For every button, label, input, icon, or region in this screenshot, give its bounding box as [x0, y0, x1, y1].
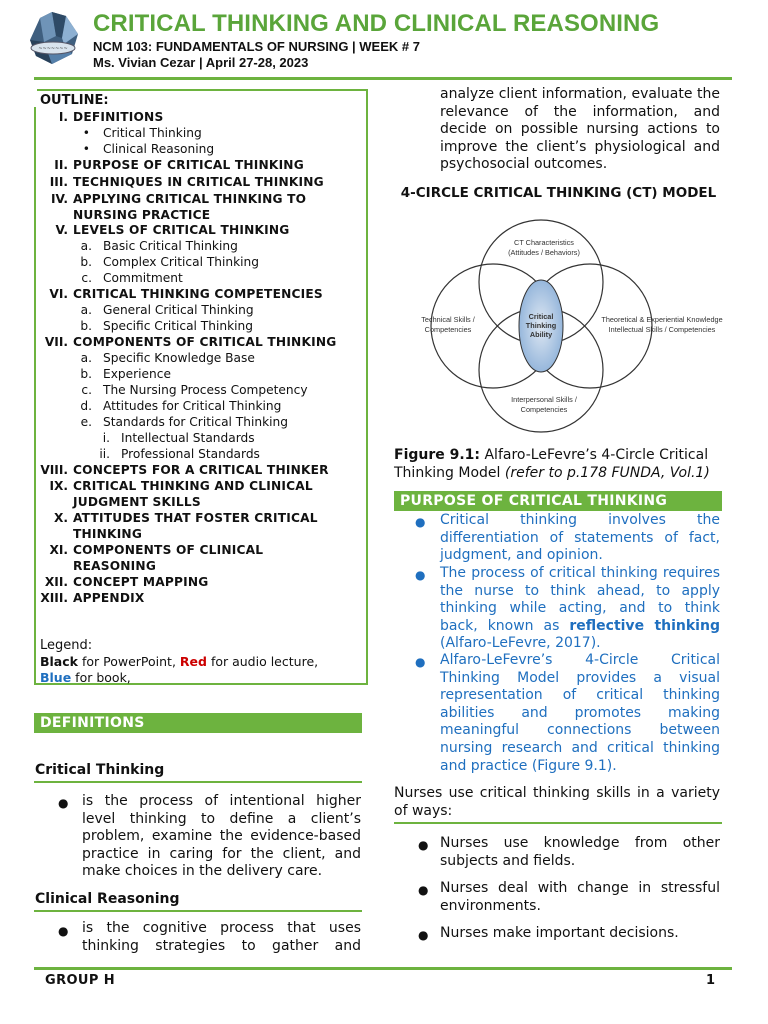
outline-item-number: VII.: [44, 335, 68, 349]
reflective-thinking: reflective thinking: [569, 617, 720, 634]
outline-item-label: ATTITUDES THAT FOSTER CRITICAL: [73, 511, 318, 525]
outline-item-number: IX.: [49, 479, 68, 493]
outline-item-label: CRITICAL THINKING AND CLINICAL: [73, 479, 313, 493]
venn-left-line1: Technical Skills /: [421, 315, 475, 324]
outline-item-label: TECHNIQUES IN CRITICAL THINKING: [73, 175, 324, 189]
ways-bullet-2: ●: [418, 883, 429, 897]
purpose-item-2-pre: The process of critical thinking requires the nurse to think ahead, to apply thinking while acting, and to think back, known as: [440, 565, 720, 634]
venn-center-line3: Ability: [529, 330, 553, 339]
outline-item-number: ii.: [99, 447, 110, 461]
outline-item-label: COMPONENTS OF CLINICAL: [73, 543, 264, 557]
figure-caption: [394, 447, 722, 482]
outline-item-label: Basic Critical Thinking: [103, 239, 238, 253]
legend-blue-rest: for book,: [71, 670, 131, 685]
ways-intro: Nurses use critical thinking skills in a variety of ways:: [394, 785, 720, 819]
ways-bullet-3: ●: [418, 928, 429, 942]
outline-item-label: DEFINITIONS: [73, 110, 164, 124]
outline-item-number: XI.: [49, 543, 68, 557]
outline-item-number: •: [82, 142, 90, 156]
outline-item-label: Clinical Reasoning: [103, 142, 215, 156]
cr-heading-rule: [34, 910, 362, 912]
outline-item-number: IV.: [50, 192, 68, 206]
outline-item-number: c.: [81, 271, 92, 285]
outline-item-number: e.: [80, 415, 92, 429]
outline-item-label: CONCEPT MAPPING: [73, 575, 209, 589]
outline-item-number: i.: [102, 431, 110, 445]
outline-item-label: Specific Critical Thinking: [103, 319, 253, 333]
outline-item-label: CONCEPTS FOR A CRITICAL THINKER: [73, 463, 329, 477]
critical-thinking-heading: Critical Thinking: [35, 762, 165, 778]
purpose-item-1: Critical thinking involves the differentiation of statements of fact, judgment, and opinion.: [440, 512, 720, 564]
outline-item-number: XIII.: [40, 591, 68, 605]
venn-top-line1: CT Characteristics: [514, 238, 574, 247]
page-number: 1: [706, 973, 716, 988]
caption-text: Alfaro-LeFevre’s 4-Circle Critical Thinking Model: [394, 447, 709, 481]
outline-item-number: c.: [81, 383, 92, 397]
ct-bullet: ●: [58, 796, 69, 810]
purpose-bullet-1: ●: [415, 515, 426, 529]
legend-text: [40, 654, 360, 686]
venn-top-line2: (Attitudes / Behaviors): [508, 248, 580, 257]
outline-item-label: JUDGMENT SKILLS: [73, 495, 201, 509]
venn-bottom-line1: Interpersonal Skills /: [511, 395, 577, 404]
outline-item-number: a.: [80, 303, 92, 317]
ways-rule: [394, 822, 722, 824]
outline-item-label: PURPOSE OF CRITICAL THINKING: [73, 158, 304, 172]
caption-ref: (refer to p.178 FUNDA, Vol.1): [504, 464, 710, 481]
outline-item-number: b.: [80, 255, 92, 269]
outline-item-number: b.: [80, 319, 92, 333]
outline-item-number: a.: [80, 239, 92, 253]
purpose-item-2: [440, 565, 720, 653]
purpose-bar: PURPOSE OF CRITICAL THINKING: [394, 491, 722, 511]
venn-right-line2: Intellectual Skills / Competencies: [608, 325, 716, 334]
outline-item-label: Commitment: [103, 271, 183, 285]
outline-item-number: b.: [80, 367, 92, 381]
clinical-reasoning-continued: analyze client information, evaluate the relevance of the information, and decide on possible nursing actions to improve the client’s physiological and psychosocial outcomes.: [440, 86, 720, 173]
definitions-bar: DEFINITIONS: [34, 713, 362, 733]
svg-text:~~~~~~~: ~~~~~~~: [38, 46, 68, 52]
legend-black-rest: for PowerPoint,: [77, 654, 180, 669]
ways-item-1: Nurses use knowledge from other subjects and fields.: [440, 835, 720, 869]
course-subtitle: NCM 103: FUNDAMENTALS OF NURSING | WEEK # 7: [93, 39, 420, 54]
purpose-bullet-3: ●: [415, 655, 426, 669]
figure-title: 4-CIRCLE CRITICAL THINKING (CT) MODEL: [400, 185, 717, 201]
outline-item-number: VIII.: [40, 463, 68, 477]
footer-divider: [34, 967, 732, 970]
ways-item-2: Nurses deal with change in stressful environments.: [440, 880, 720, 914]
caption-label: Figure 9.1:: [394, 447, 481, 463]
legend-blue: Blue: [40, 670, 72, 685]
venn-center-line1: Critical: [528, 312, 554, 321]
outline-item-label: THINKING: [73, 527, 143, 541]
outline-item-label: Experience: [103, 367, 171, 381]
legend-label: Legend:: [40, 638, 93, 653]
legend-red: Red: [179, 654, 207, 669]
purpose-item-2-post: (Alfaro-LeFevre, 2017).: [440, 635, 601, 652]
outline-item-label: LEVELS OF CRITICAL THINKING: [73, 223, 290, 237]
ct-heading-rule: [34, 781, 362, 783]
outline-item-label: Critical Thinking: [103, 126, 202, 140]
ways-item-3: Nurses make important decisions.: [440, 925, 679, 941]
purpose-item-3: Alfaro-LeFevre’s 4-Circle Critical Thinking Model provides a visual representation of critical thinking abilities and promotes making meaningful connections between nursing research and critical thinking and practice (Figure 9.1).: [440, 652, 720, 774]
outline-item-label: Standards for Critical Thinking: [103, 415, 288, 429]
header-divider: [34, 77, 732, 80]
page-title: CRITICAL THINKING AND CLINICAL REASONING: [93, 10, 660, 37]
venn-right-line1: Theoretical & Experiential Knowledge: [601, 315, 723, 324]
purpose-bullet-2: ●: [415, 568, 426, 582]
cr-bullet: ●: [58, 924, 69, 938]
outline-item-number: d.: [80, 399, 92, 413]
outline-item-label: APPLYING CRITICAL THINKING TO: [73, 192, 307, 206]
outline-item-number: •: [82, 126, 90, 140]
outline-item-number: X.: [53, 511, 68, 525]
clinical-reasoning-definition: is the cognitive process that uses thinking strategies to gather and: [82, 920, 361, 954]
outline-item-label: COMPONENTS OF CRITICAL THINKING: [73, 335, 337, 349]
outline-item-number: II.: [54, 158, 68, 172]
clinical-reasoning-heading: Clinical Reasoning: [35, 891, 180, 907]
outline-item-label: NURSING PRACTICE: [73, 208, 211, 222]
outline-item-label: Complex Critical Thinking: [103, 255, 260, 269]
outline-item-label: The Nursing Process Competency: [103, 383, 308, 397]
venn-bottom-line2: Competencies: [520, 405, 568, 414]
crystal-logo-icon: [22, 10, 84, 68]
outline-item-label: Intellectual Standards: [121, 431, 255, 445]
instructor-date: Ms. Vivian Cezar | April 27-28, 2023: [93, 55, 309, 70]
outline-item-label: CRITICAL THINKING COMPETENCIES: [73, 287, 323, 301]
critical-thinking-definition: is the process of intentional higher level thinking to define a client’s problem, examine the evidence-based practice in caring for the client, and make choices in the delivery care.: [82, 793, 361, 880]
four-circle-ct-model-diagram: [410, 218, 735, 434]
outline-item-number: VI.: [49, 287, 68, 301]
venn-left-line2: Competencies: [424, 325, 472, 334]
legend-black: Black: [40, 654, 78, 669]
outline-item-number: I.: [58, 110, 68, 124]
venn-center-line2: Thinking: [525, 321, 557, 330]
outline-item-number: III.: [49, 175, 68, 189]
ways-bullet-1: ●: [418, 838, 429, 852]
outline-item-number: V.: [55, 223, 68, 237]
outline-item-label: Professional Standards: [121, 447, 260, 461]
outline-item-label: Attitudes for Critical Thinking: [103, 399, 282, 413]
outline-item-label: General Critical Thinking: [103, 303, 254, 317]
outline-item-label: APPENDIX: [73, 591, 145, 605]
outline-item-label: Specific Knowledge Base: [103, 351, 255, 365]
outline-item-number: a.: [80, 351, 92, 365]
footer-group: GROUP H: [45, 973, 116, 988]
outline-item-number: XII.: [44, 575, 68, 589]
outline-item-label: REASONING: [73, 559, 157, 573]
outline-title: OUTLINE:: [40, 93, 109, 108]
legend-red-rest: for audio lecture,: [206, 654, 319, 669]
